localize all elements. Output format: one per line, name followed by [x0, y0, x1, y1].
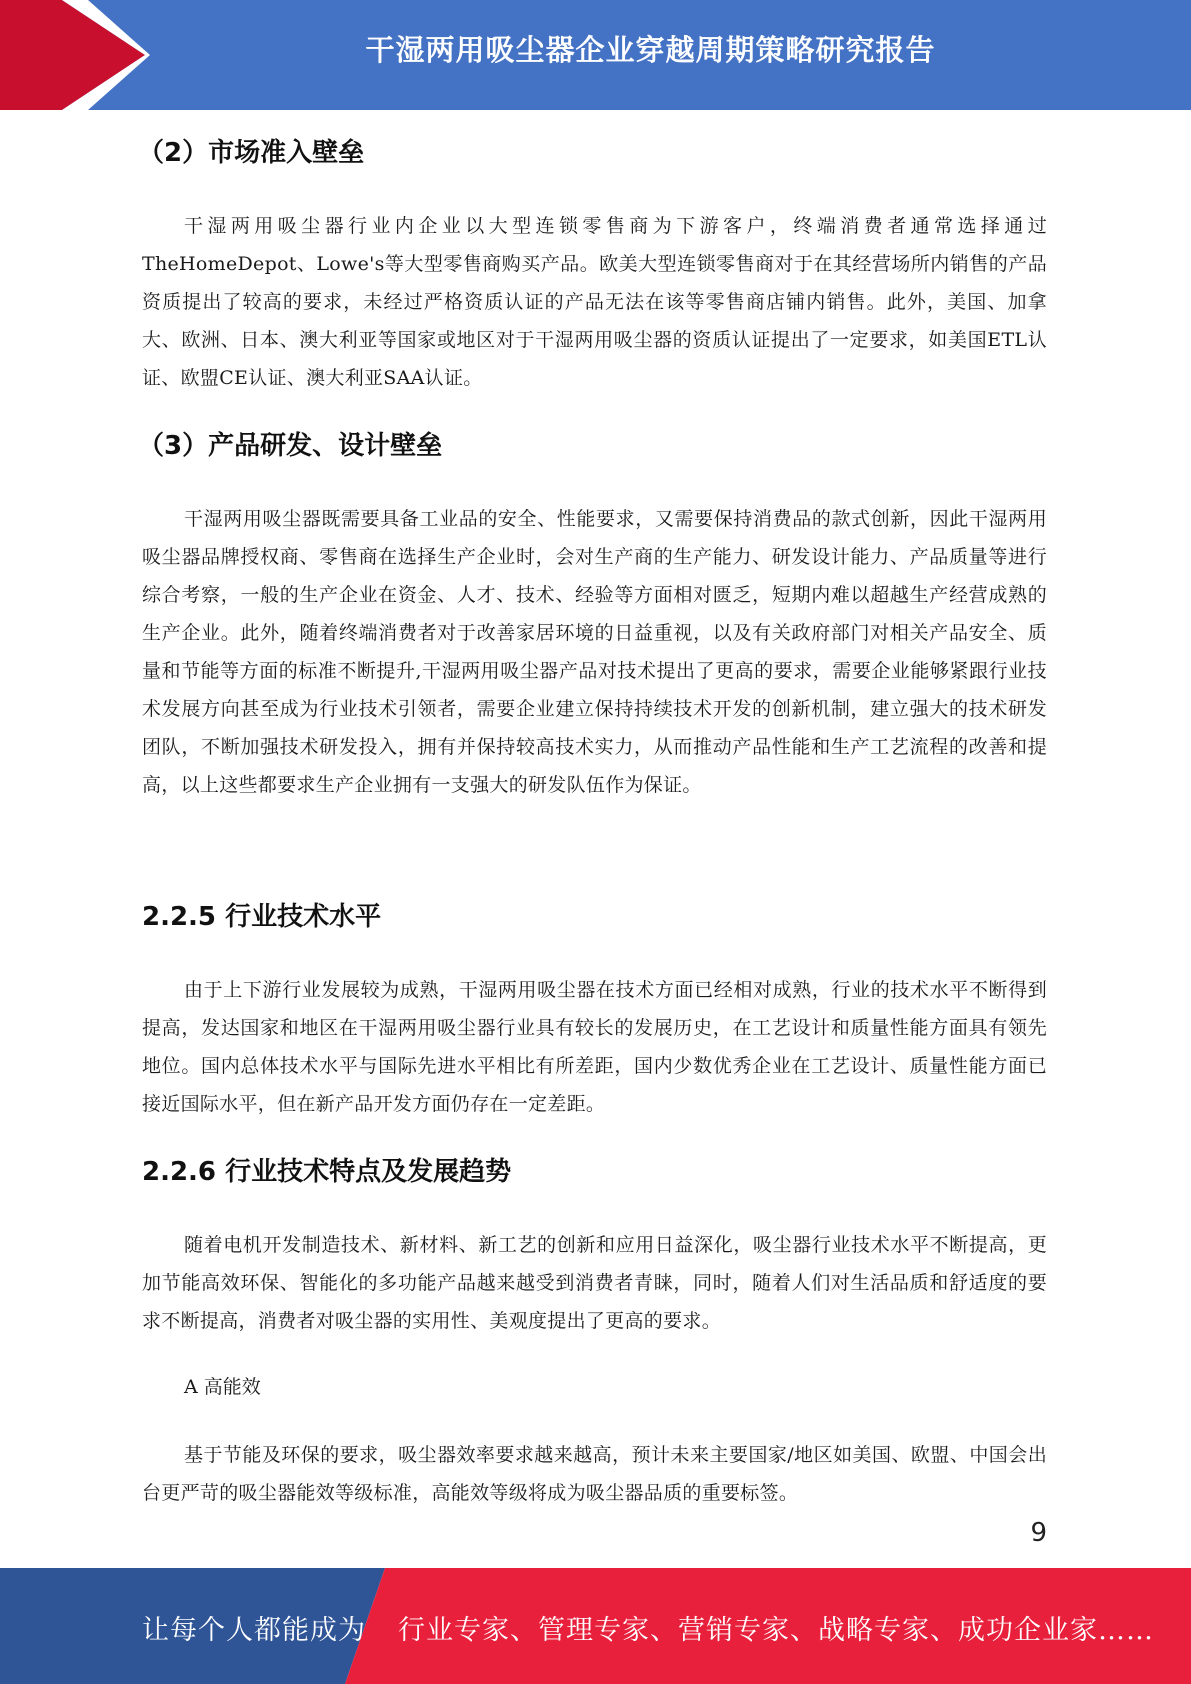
footer-slogan-right: 行业专家、管理专家、营销专家、战略专家、成功企业家……	[398, 1615, 1154, 1646]
item-a-label: A 高能效	[184, 1376, 261, 1398]
footer-slogan-left: 让每个人都能成为	[142, 1615, 366, 1646]
report-title: 干湿两用吸尘器企业穿越周期策略研究报告	[365, 33, 936, 67]
section-title-rd-barrier: （3）产品研发、设计壁垒	[138, 431, 443, 461]
paragraph-market-barrier: 干湿两用吸尘器行业内企业以大型连锁零售商为下游客户，终端消费者通常选择通过TheHomeDepot、Lowe's等大型零售商购买产品。欧美大型连锁零售商对于在其经营场所内销售的产品资质提出了较高的要求，未经过严格资质认证的产品无法在该等零售商店铺内销售。此外，美国、加拿大、欧洲、日本、澳大利亚等国家或地区对于干湿两用吸尘器的资质认证提出了一定要求，如美国ETL认证、欧盟CE认证、澳大利亚SAA认证。	[142, 215, 1047, 389]
paragraph-tech-level: 由于上下游行业发展较为成熟，干湿两用吸尘器在技术方面已经相对成熟，行业的技术水平不断得到提高，发达国家和地区在干湿两用吸尘器行业具有较长的发展历史，在工艺设计和质量性能方面具有领先地位。国内总体技术水平与国际先进水平相比有所差距，国内少数优秀企业在工艺设计、质量性能方面已接近国际水平，但在新产品开发方面仍存在一定差距。	[142, 979, 1047, 1115]
document-body	[138, 118, 1047, 1540]
paragraph-item-a: 基于节能及环保的要求，吸尘器效率要求越来越高，预计未来主要国家/地区如美国、欧盟、中国会出台更严苛的吸尘器能效等级标准，高能效等级将成为吸尘器品质的重要标签。	[142, 1444, 1047, 1504]
page-number: 9	[1030, 1518, 1047, 1548]
section-title-tech-trend: 2.2.6 行业技术特点及发展趋势	[142, 1157, 512, 1187]
paragraph-rd-barrier: 干湿两用吸尘器既需要具备工业品的安全、性能要求，又需要保持消费品的款式创新，因此干湿两用吸尘器品牌授权商、零售商在选择生产企业时，会对生产商的生产能力、研发设计能力、产品质量等进行综合考察，一般的生产企业在资金、人才、技术、经验等方面相对匮乏，短期内难以超越生产经营成熟的生产企业。此外，随着终端消费者对于改善家居环境的日益重视，以及有关政府部门对相关产品安全、质量和节能等方面的标准不断提升,干湿两用吸尘器产品对技术提出了更高的要求，需要企业能够紧跟行业技术发展方向甚至成为行业技术引领者，需要企业建立保持持续技术开发的创新机制，建立强大的技术研发团队，不断加强技术研发投入，拥有并保持较高技术实力，从而推动产品性能和生产工艺流程的改善和提高，以上这些都要求生产企业拥有一支强大的研发队伍作为保证。	[142, 508, 1047, 796]
section-title-market-barrier: （2）市场准入壁垒	[138, 138, 365, 168]
page-footer	[0, 1568, 1191, 1684]
section-spacer	[142, 832, 1047, 882]
paragraph-tech-trend: 随着电机开发制造技术、新材料、新工艺的创新和应用日益深化，吸尘器行业技术水平不断提高，更加节能高效环保、智能化的多功能产品越来越受到消费者青睐，同时，随着人们对生活品质和舒适度的要求不断提高，消费者对吸尘器的实用性、美观度提出了更高的要求。	[142, 1234, 1047, 1332]
page-header	[0, 0, 1191, 110]
section-title-tech-level: 2.2.5 行业技术水平	[142, 902, 382, 932]
